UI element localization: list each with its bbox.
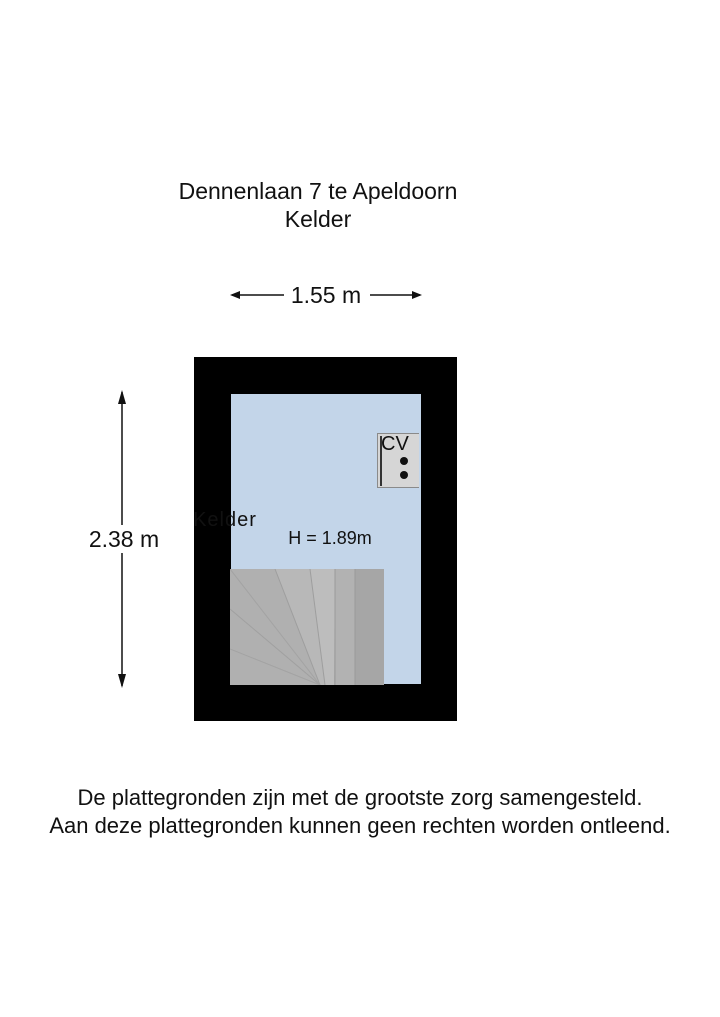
depth-dimension-label: 2.38 m	[84, 525, 164, 553]
cv-connector-icon	[400, 471, 408, 479]
disclaimer-line-1: De plattegronden zijn met de grootste zorg samengesteld.	[77, 785, 643, 810]
depth-dimension	[84, 390, 164, 688]
cv-connector-icon	[400, 457, 408, 465]
width-dimension-label: 1.55 m	[290, 282, 362, 308]
disclaimer-line-2: Aan deze plattegronden kunnen geen rechten worden ontleend.	[49, 813, 671, 838]
width-dimension	[230, 283, 422, 307]
plan-address-title: Dennenlaan 7 te Apeldoorn	[178, 178, 458, 204]
room-name-label: Kelder	[193, 509, 257, 531]
staircase	[230, 569, 384, 685]
plan-floor-title: Kelder	[284, 206, 352, 232]
cv-label: CV	[381, 433, 409, 455]
room-height-label: H = 1.89m	[288, 528, 372, 548]
